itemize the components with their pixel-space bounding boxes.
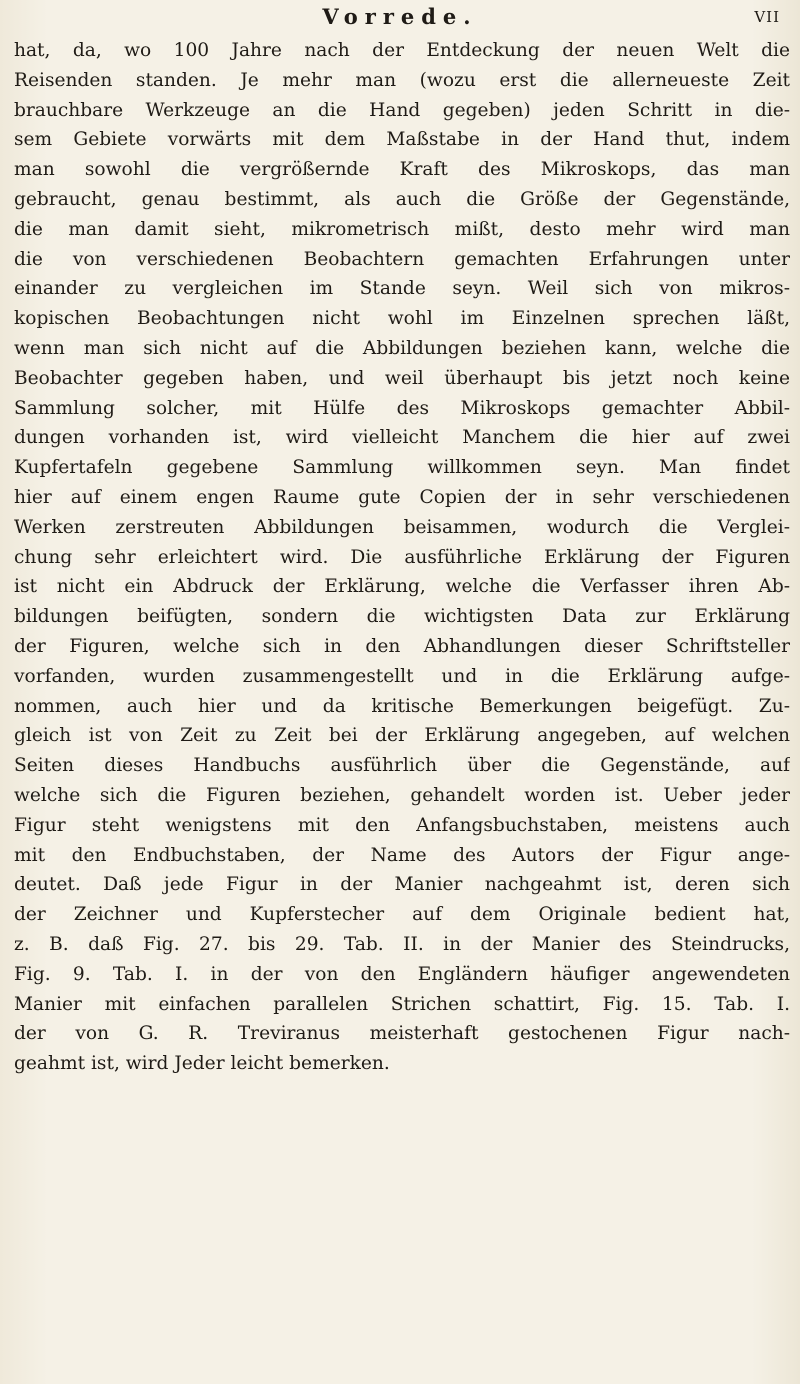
text-line: hat, da, wo 100 Jahre nach der Entdeckung der neuen Welt die (14, 40, 790, 61)
text-line: gebraucht, genau bestimmt, als auch die Größe der Gegenstände, (14, 188, 790, 210)
text-line: die man damit sieht, mikrometrisch mißt, desto mehr wird man (14, 218, 790, 240)
text-line: der von G. R. Treviranus meisterhaft gestochenen Figur nach- (14, 1023, 790, 1045)
text-line: Werken zerstreuten Abbildungen beisammen, wodurch die Verglei- (14, 516, 790, 538)
text-line: gleich ist von Zeit zu Zeit bei der Erklärung angegeben, auf welchen (14, 725, 790, 747)
text-line: nommen, auch hier und da kritische Bemerkungen beigefügt. Zu- (14, 695, 790, 717)
page-number: VII (754, 8, 780, 26)
text-line: kopischen Beobachtungen nicht wohl im Einzelnen sprechen läßt, (14, 308, 790, 330)
text-line: deutet. Daß jede Figur in der Manier nachgeahmt ist, deren sich (14, 874, 790, 896)
text-line: Beobachter gegeben haben, und weil überhaupt bis jetzt noch keine (14, 367, 790, 389)
text-line: wenn man sich nicht auf die Abbildungen beziehen kann, welche die (14, 337, 790, 359)
text-line: vorfanden, wurden zusammengestellt und in die Erklärung aufge- (14, 665, 790, 687)
text-line: Kupfertafeln gegebene Sammlung willkommen seyn. Man findet (14, 457, 790, 479)
text-line: Seiten dieses Handbuchs ausführlich über die Gegenstände, auf (14, 755, 790, 777)
text-line: man sowohl die vergrößernde Kraft des Mikroskops, das man (14, 159, 790, 181)
running-head: Vorrede. (322, 4, 478, 29)
text-line: Reisenden standen. Je mehr man (wozu erst die allerneueste Zeit (14, 69, 790, 91)
text-line: mit den Endbuchstaben, der Name des Autors der Figur ange- (14, 844, 790, 866)
text-line: welche sich die Figuren beziehen, gehandelt worden ist. Ueber jeder (14, 784, 790, 806)
text-line: z. B. daß Fig. 27. bis 29. Tab. II. in der Manier des Steindrucks, (14, 933, 790, 955)
text-line: Manier mit einfachen parallelen Strichen schattirt, Fig. 15. Tab. I. (14, 993, 790, 1015)
text-line: Fig. 9. Tab. I. in der von den Engländern häufiger angewendeten (14, 963, 790, 985)
text-line: der Zeichner und Kupferstecher auf dem Originale bedient hat, (14, 904, 790, 926)
text-line: sem Gebiete vorwärts mit dem Maßstabe in der Hand thut, indem (14, 129, 790, 151)
text-line: die von verschiedenen Beobachtern gemachten Erfahrungen unter (14, 248, 790, 270)
body-text (14, 36, 790, 1079)
text-line: Sammlung solcher, mit Hülfe des Mikroskops gemachter Abbil- (14, 397, 790, 419)
text-line: chung sehr erleichtert wird. Die ausführliche Erklärung der Figuren (14, 546, 790, 568)
text-line: dungen vorhanden ist, wird vielleicht Manchem die hier auf zwei (14, 427, 790, 449)
text-line: Figur steht wenigstens mit den Anfangsbuchstaben, meistens auch (14, 814, 790, 836)
text-line: ist nicht ein Abdruck der Erklärung, welche die Verfasser ihren Ab- (14, 576, 790, 598)
text-line: geahmt ist, wird Jeder leicht bemerken. (14, 1053, 390, 1075)
page-header (0, 0, 800, 34)
text-line: brauchbare Werkzeuge an die Hand gegeben) jeden Schritt in die- (14, 99, 790, 121)
text-line: der Figuren, welche sich in den Abhandlungen dieser Schriftsteller (14, 635, 790, 657)
text-line: hier auf einem engen Raume gute Copien der in sehr verschiedenen (14, 486, 790, 508)
text-line: einander zu vergleichen im Stande seyn. Weil sich von mikros- (14, 278, 790, 300)
text-line: bildungen beifügten, sondern die wichtigsten Data zur Erklärung (14, 606, 790, 628)
